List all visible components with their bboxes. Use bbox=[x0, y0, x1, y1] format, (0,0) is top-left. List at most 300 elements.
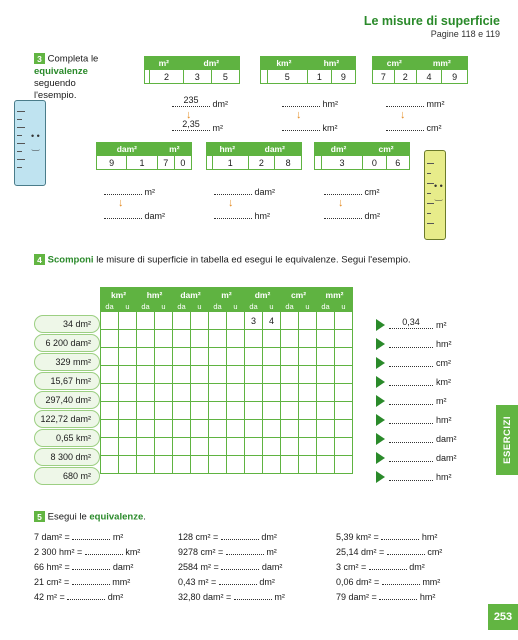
equivalence-unit: dam² bbox=[112, 562, 134, 572]
digit-cell[interactable] bbox=[245, 438, 263, 456]
equivalence-unit: hm² bbox=[419, 592, 436, 602]
digit-cell[interactable]: 4 bbox=[263, 312, 281, 330]
arrow-down-icon: ↓ bbox=[228, 197, 234, 209]
digit-cell[interactable] bbox=[263, 456, 281, 474]
digit-cell[interactable] bbox=[245, 330, 263, 348]
answer-blank[interactable] bbox=[219, 576, 257, 585]
table-row bbox=[101, 456, 353, 474]
digit-cell[interactable] bbox=[281, 366, 299, 384]
digit-cell[interactable] bbox=[101, 438, 119, 456]
answer-line bbox=[376, 391, 472, 410]
answer-blank[interactable] bbox=[221, 531, 259, 540]
digit-cell[interactable] bbox=[209, 402, 227, 420]
digit-cell[interactable] bbox=[335, 456, 353, 474]
digit-cell[interactable] bbox=[191, 456, 209, 474]
digit-cell[interactable] bbox=[155, 366, 173, 384]
equivalence-item bbox=[336, 545, 486, 560]
digit-cell[interactable] bbox=[281, 312, 299, 330]
equivalence-unit: mm² bbox=[422, 577, 441, 587]
equivalence-item bbox=[178, 575, 328, 590]
place-value-header: da bbox=[173, 302, 191, 312]
equivalence-column bbox=[336, 530, 486, 605]
digit-cell[interactable] bbox=[173, 402, 191, 420]
equivalence-item bbox=[178, 530, 328, 545]
unit-header: dam² bbox=[173, 288, 209, 302]
equivalence-left: 42 m² = bbox=[34, 592, 65, 602]
unit-header: m² bbox=[157, 143, 191, 156]
answer-blank[interactable] bbox=[72, 531, 110, 540]
digit-cell[interactable] bbox=[173, 456, 191, 474]
ruler-character-illustration-2: • • ‿ bbox=[424, 150, 446, 240]
digit-cell: 9 bbox=[331, 70, 355, 84]
unit-table bbox=[96, 142, 192, 170]
place-value-header: da bbox=[245, 302, 263, 312]
place-value-header: da bbox=[209, 302, 227, 312]
digit-cell[interactable] bbox=[263, 438, 281, 456]
answer-unit: dam² bbox=[144, 211, 166, 221]
digit-cell[interactable] bbox=[227, 348, 245, 366]
equivalence-left: 21 cm² = bbox=[34, 577, 70, 587]
answer-unit: cm² bbox=[426, 123, 442, 133]
digit-cell[interactable] bbox=[299, 438, 317, 456]
answer-blank[interactable] bbox=[226, 546, 264, 555]
table-row bbox=[101, 312, 353, 330]
triangle-arrow-icon bbox=[376, 338, 385, 350]
digit-cell[interactable] bbox=[263, 402, 281, 420]
digit-cell: 4 bbox=[416, 70, 442, 84]
place-value-header: da bbox=[137, 302, 155, 312]
digit-cell[interactable] bbox=[209, 420, 227, 438]
digit-cell[interactable] bbox=[227, 456, 245, 474]
answer-unit: mm² bbox=[426, 99, 445, 109]
answer-column bbox=[376, 315, 472, 486]
place-value-header: u bbox=[191, 302, 209, 312]
instr-keyword: Scomponi bbox=[47, 254, 94, 266]
digit-cell[interactable] bbox=[119, 456, 137, 474]
digit-cell[interactable] bbox=[299, 312, 317, 330]
digit-cell[interactable] bbox=[317, 402, 335, 420]
digit-cell[interactable] bbox=[209, 330, 227, 348]
equivalence-item bbox=[34, 575, 174, 590]
digit-cell[interactable] bbox=[245, 384, 263, 402]
answer-line bbox=[376, 448, 472, 467]
answer-line bbox=[376, 410, 472, 429]
unit-header: hm² bbox=[137, 288, 173, 302]
digit-cell[interactable] bbox=[281, 330, 299, 348]
measure-label: 15,67 hm² bbox=[34, 372, 100, 390]
digit-cell[interactable] bbox=[281, 420, 299, 438]
digit-cell[interactable] bbox=[101, 312, 119, 330]
place-value-header: u bbox=[227, 302, 245, 312]
digit-cell: 0 bbox=[363, 156, 386, 170]
digit-cell[interactable] bbox=[101, 348, 119, 366]
unit-header: dm² bbox=[245, 288, 281, 302]
answer-blank[interactable] bbox=[379, 591, 417, 600]
digit-cell[interactable] bbox=[263, 330, 281, 348]
place-value-header: u bbox=[263, 302, 281, 312]
digit-cell[interactable] bbox=[173, 438, 191, 456]
digit-cell[interactable] bbox=[299, 366, 317, 384]
answer-unit: hm² bbox=[254, 211, 271, 221]
digit-cell[interactable] bbox=[191, 366, 209, 384]
measure-label: 34 dm² bbox=[34, 315, 100, 333]
equivalence-unit: cm² bbox=[427, 547, 443, 557]
unit-table bbox=[144, 56, 240, 84]
digit-cell[interactable] bbox=[119, 312, 137, 330]
instr-text: . bbox=[143, 511, 146, 523]
digit-cell[interactable] bbox=[191, 348, 209, 366]
answer-unit: m² bbox=[436, 319, 447, 330]
answer-line bbox=[324, 210, 380, 221]
answer-unit: dam² bbox=[254, 187, 276, 197]
measure-label: 8 300 dm² bbox=[34, 448, 100, 466]
unit-header: dm² bbox=[315, 143, 363, 156]
digit-cell[interactable] bbox=[281, 438, 299, 456]
digit-cell[interactable] bbox=[299, 456, 317, 474]
digit-cell[interactable] bbox=[281, 384, 299, 402]
digit-cell: 8 bbox=[275, 156, 302, 170]
answer-unit: km² bbox=[436, 376, 451, 387]
place-value-header: da bbox=[317, 302, 335, 312]
place-value-header: u bbox=[119, 302, 137, 312]
answer-unit: m² bbox=[144, 187, 156, 197]
unit-header: cm² bbox=[281, 288, 317, 302]
equivalence-left: 66 hm² = bbox=[34, 562, 70, 572]
instr-text: Esegui le bbox=[47, 511, 87, 523]
equivalence-left: 3 cm² = bbox=[336, 562, 367, 572]
answer-blank[interactable] bbox=[369, 561, 407, 570]
digit-cell[interactable] bbox=[137, 402, 155, 420]
instr-text: l'esempio. bbox=[34, 89, 77, 101]
digit-cell[interactable] bbox=[173, 420, 191, 438]
unit-header: km² bbox=[261, 57, 308, 70]
digit-cell[interactable] bbox=[155, 384, 173, 402]
answer-unit: dm² bbox=[212, 99, 229, 109]
digit-cell[interactable] bbox=[335, 330, 353, 348]
digit-cell[interactable] bbox=[299, 330, 317, 348]
answer-unit: hm² bbox=[436, 414, 452, 425]
place-value-header: da bbox=[101, 302, 119, 312]
digit-cell[interactable] bbox=[191, 420, 209, 438]
answer-line bbox=[104, 210, 165, 221]
digit-cell[interactable] bbox=[335, 312, 353, 330]
digit-cell[interactable] bbox=[101, 330, 119, 348]
digit-cell: 2 bbox=[150, 70, 183, 84]
equivalence-unit: m² bbox=[266, 547, 277, 557]
measure-label: 297,40 dm² bbox=[34, 391, 100, 409]
unit-table bbox=[260, 56, 356, 84]
digit-cell[interactable] bbox=[191, 312, 209, 330]
digit-cell: 7 bbox=[157, 156, 174, 170]
digit-cell[interactable] bbox=[245, 366, 263, 384]
triangle-arrow-icon bbox=[376, 433, 385, 445]
digit-cell[interactable] bbox=[299, 420, 317, 438]
measure-label: 680 m² bbox=[34, 467, 100, 485]
unit-header: mm² bbox=[416, 57, 467, 70]
digit-cell[interactable] bbox=[335, 420, 353, 438]
digit-cell[interactable] bbox=[317, 456, 335, 474]
table-row bbox=[101, 420, 353, 438]
digit-cell[interactable] bbox=[119, 348, 137, 366]
equivalence-unit: dm² bbox=[261, 532, 277, 542]
unit-header: cm² bbox=[373, 57, 417, 70]
digit-cell[interactable] bbox=[101, 420, 119, 438]
arrow-down-icon: ↓ bbox=[338, 197, 344, 209]
answer-line bbox=[172, 119, 224, 133]
digit-cell: 3 bbox=[183, 70, 211, 84]
digit-cell[interactable] bbox=[335, 438, 353, 456]
digit-cell: 3 bbox=[321, 156, 362, 170]
equivalence-unit: dm² bbox=[107, 592, 124, 602]
triangle-arrow-icon bbox=[376, 319, 385, 331]
section-tab-label: ESERCIZI bbox=[501, 416, 513, 464]
digit-cell[interactable] bbox=[263, 366, 281, 384]
equivalence-item bbox=[336, 590, 486, 605]
triangle-arrow-icon bbox=[376, 395, 385, 407]
digit-cell[interactable] bbox=[227, 438, 245, 456]
digit-cell[interactable] bbox=[155, 348, 173, 366]
digit-cell[interactable] bbox=[299, 348, 317, 366]
digit-cell[interactable] bbox=[317, 330, 335, 348]
digit-cell[interactable] bbox=[119, 420, 137, 438]
answer-line bbox=[282, 98, 338, 109]
equivalence-unit: m² bbox=[112, 532, 124, 542]
digit-cell[interactable] bbox=[317, 438, 335, 456]
digit-cell[interactable] bbox=[137, 366, 155, 384]
equivalence-item bbox=[34, 545, 174, 560]
unit-header: cm² bbox=[363, 143, 410, 156]
digit-cell[interactable] bbox=[119, 438, 137, 456]
digit-cell[interactable] bbox=[209, 438, 227, 456]
equivalence-unit: m² bbox=[274, 592, 285, 602]
arrow-down-icon: ↓ bbox=[186, 109, 192, 121]
digit-cell[interactable] bbox=[137, 312, 155, 330]
equivalence-unit: dm² bbox=[259, 577, 275, 587]
exercise-number: 5 bbox=[34, 511, 45, 522]
measure-label: 0,65 km² bbox=[34, 429, 100, 447]
digit-cell[interactable] bbox=[281, 456, 299, 474]
answer-blank[interactable] bbox=[221, 561, 259, 570]
digit-cell[interactable] bbox=[227, 420, 245, 438]
digit-cell[interactable] bbox=[227, 402, 245, 420]
digit-cell[interactable] bbox=[263, 420, 281, 438]
answer-unit: hm² bbox=[436, 471, 452, 482]
answer-blank[interactable] bbox=[381, 531, 419, 540]
digit-cell[interactable] bbox=[119, 330, 137, 348]
digit-cell[interactable] bbox=[173, 312, 191, 330]
answer-blank[interactable] bbox=[382, 576, 420, 585]
digit-cell[interactable] bbox=[101, 366, 119, 384]
table-row bbox=[101, 438, 353, 456]
digit-cell[interactable] bbox=[335, 402, 353, 420]
digit-cell[interactable] bbox=[191, 438, 209, 456]
equivalence-left: 0,06 dm² = bbox=[336, 577, 380, 587]
answer-unit: dam² bbox=[436, 452, 457, 463]
answer-blank[interactable] bbox=[234, 591, 272, 600]
answer-blank[interactable] bbox=[67, 591, 105, 600]
digit-cell[interactable] bbox=[137, 384, 155, 402]
digit-cell: 5 bbox=[267, 70, 307, 84]
unit-header: dam² bbox=[97, 143, 158, 156]
triangle-arrow-icon bbox=[376, 452, 385, 464]
digit-cell[interactable] bbox=[227, 366, 245, 384]
digit-cell[interactable] bbox=[245, 348, 263, 366]
digit-cell[interactable] bbox=[119, 402, 137, 420]
equivalence-item bbox=[34, 560, 174, 575]
answer-blank[interactable] bbox=[85, 546, 123, 555]
digit-cell[interactable] bbox=[191, 402, 209, 420]
equivalence-unit: mm² bbox=[112, 577, 131, 587]
equivalence-left: 2 300 hm² = bbox=[34, 547, 83, 557]
answer-line bbox=[214, 186, 275, 197]
digit-cell[interactable] bbox=[119, 366, 137, 384]
table-row bbox=[101, 330, 353, 348]
exercise-5-instructions bbox=[34, 511, 146, 524]
answer-unit: cm² bbox=[364, 187, 380, 197]
digit-cell[interactable] bbox=[101, 456, 119, 474]
unit-header: dm² bbox=[183, 57, 239, 70]
digit-cell[interactable] bbox=[155, 402, 173, 420]
digit-cell[interactable] bbox=[173, 384, 191, 402]
digit-cell[interactable] bbox=[137, 348, 155, 366]
answer-unit: hm² bbox=[322, 99, 339, 109]
exercise-number: 4 bbox=[34, 254, 45, 265]
arrow-down-icon: ↓ bbox=[400, 109, 406, 121]
section-tab bbox=[496, 405, 518, 475]
answer-unit: dm² bbox=[364, 211, 381, 221]
digit-cell[interactable] bbox=[101, 402, 119, 420]
digit-cell[interactable] bbox=[335, 384, 353, 402]
answer-unit: km² bbox=[322, 123, 338, 133]
triangle-arrow-icon bbox=[376, 471, 385, 483]
equivalence-item bbox=[336, 530, 486, 545]
answer-line bbox=[104, 186, 155, 197]
triangle-arrow-icon bbox=[376, 376, 385, 388]
digit-cell[interactable] bbox=[263, 348, 281, 366]
exercise-number: 3 bbox=[34, 53, 45, 64]
instr-keyword: equivalenze bbox=[89, 511, 144, 523]
digit-cell[interactable] bbox=[335, 348, 353, 366]
answer-line bbox=[376, 429, 472, 448]
digit-cell bbox=[315, 156, 322, 170]
digit-cell[interactable] bbox=[317, 312, 335, 330]
digit-cell[interactable] bbox=[227, 330, 245, 348]
digit-cell[interactable] bbox=[155, 438, 173, 456]
digit-cell: 1 bbox=[127, 156, 157, 170]
digit-cell[interactable] bbox=[299, 402, 317, 420]
digit-cell[interactable] bbox=[119, 384, 137, 402]
answer-value: 2,35 bbox=[182, 119, 200, 129]
page-reference: Pagine 118 e 119 bbox=[430, 29, 500, 39]
digit-cell[interactable] bbox=[227, 312, 245, 330]
digit-cell[interactable] bbox=[173, 330, 191, 348]
unit-header: m² bbox=[209, 288, 245, 302]
digit-cell: 1 bbox=[307, 70, 331, 84]
digit-cell[interactable] bbox=[137, 330, 155, 348]
digit-cell[interactable] bbox=[245, 402, 263, 420]
digit-cell[interactable] bbox=[191, 384, 209, 402]
equivalence-left: 128 cm² = bbox=[178, 532, 219, 542]
place-value-header: u bbox=[155, 302, 173, 312]
answer-blank[interactable] bbox=[72, 561, 110, 570]
equivalence-column bbox=[178, 530, 328, 605]
equivalence-unit: km² bbox=[125, 547, 141, 557]
digit-cell[interactable] bbox=[155, 330, 173, 348]
equivalence-column bbox=[34, 530, 174, 605]
digit-cell[interactable] bbox=[155, 456, 173, 474]
digit-cell[interactable] bbox=[155, 420, 173, 438]
arrow-down-icon: ↓ bbox=[118, 197, 124, 209]
answer-unit: hm² bbox=[436, 338, 452, 349]
digit-cell: 5 bbox=[211, 70, 239, 84]
digit-cell[interactable] bbox=[137, 420, 155, 438]
unit-header: dam² bbox=[248, 143, 301, 156]
equivalence-unit: hm² bbox=[421, 532, 438, 542]
unit-header: km² bbox=[101, 288, 137, 302]
answer-blank[interactable] bbox=[387, 546, 425, 555]
digit-cell: 1 bbox=[212, 156, 248, 170]
place-value-header: u bbox=[299, 302, 317, 312]
digit-cell: 9 bbox=[97, 156, 127, 170]
digit-cell[interactable] bbox=[245, 420, 263, 438]
digit-cell: 9 bbox=[442, 70, 468, 84]
instr-text: seguendo bbox=[34, 77, 76, 89]
digit-cell[interactable] bbox=[335, 366, 353, 384]
answer-line bbox=[376, 353, 472, 372]
equivalence-item bbox=[336, 575, 486, 590]
digit-cell[interactable] bbox=[317, 384, 335, 402]
measure-label: 329 mm² bbox=[34, 353, 100, 371]
digit-cell[interactable] bbox=[209, 366, 227, 384]
answer-blank[interactable] bbox=[72, 576, 110, 585]
unit-header: mm² bbox=[317, 288, 353, 302]
digit-cell[interactable] bbox=[263, 384, 281, 402]
digit-cell[interactable] bbox=[209, 384, 227, 402]
digit-cell[interactable] bbox=[155, 312, 173, 330]
decomposition-table bbox=[100, 287, 353, 474]
answer-unit: dam² bbox=[436, 433, 457, 444]
digit-cell[interactable] bbox=[101, 384, 119, 402]
equivalence-unit: dam² bbox=[261, 562, 283, 572]
digit-cell[interactable] bbox=[281, 348, 299, 366]
digit-cell[interactable] bbox=[209, 348, 227, 366]
digit-cell[interactable] bbox=[317, 348, 335, 366]
digit-cell[interactable] bbox=[191, 330, 209, 348]
digit-cell[interactable] bbox=[173, 348, 191, 366]
digit-cell[interactable] bbox=[137, 456, 155, 474]
answer-line bbox=[376, 372, 472, 391]
digit-cell[interactable] bbox=[317, 420, 335, 438]
equivalence-left: 5,39 km² = bbox=[336, 532, 379, 542]
digit-cell[interactable] bbox=[245, 456, 263, 474]
digit-cell[interactable] bbox=[209, 312, 227, 330]
equivalence-unit: dm² bbox=[409, 562, 425, 572]
instr-text: le misure di superficie in tabella ed esegui le equivalenze. Segui l'esempio. bbox=[96, 254, 411, 266]
digit-cell[interactable] bbox=[137, 438, 155, 456]
digit-cell[interactable] bbox=[227, 384, 245, 402]
place-value-header: u bbox=[335, 302, 353, 312]
digit-cell[interactable] bbox=[209, 456, 227, 474]
digit-cell[interactable] bbox=[299, 384, 317, 402]
digit-cell: 6 bbox=[386, 156, 409, 170]
digit-cell[interactable] bbox=[173, 366, 191, 384]
exercise-3-instructions bbox=[34, 53, 119, 102]
digit-cell[interactable] bbox=[281, 402, 299, 420]
answer-value: 235 bbox=[183, 95, 199, 105]
digit-cell: 7 bbox=[373, 70, 395, 84]
digit-cell[interactable] bbox=[317, 366, 335, 384]
digit-cell[interactable]: 3 bbox=[245, 312, 263, 330]
